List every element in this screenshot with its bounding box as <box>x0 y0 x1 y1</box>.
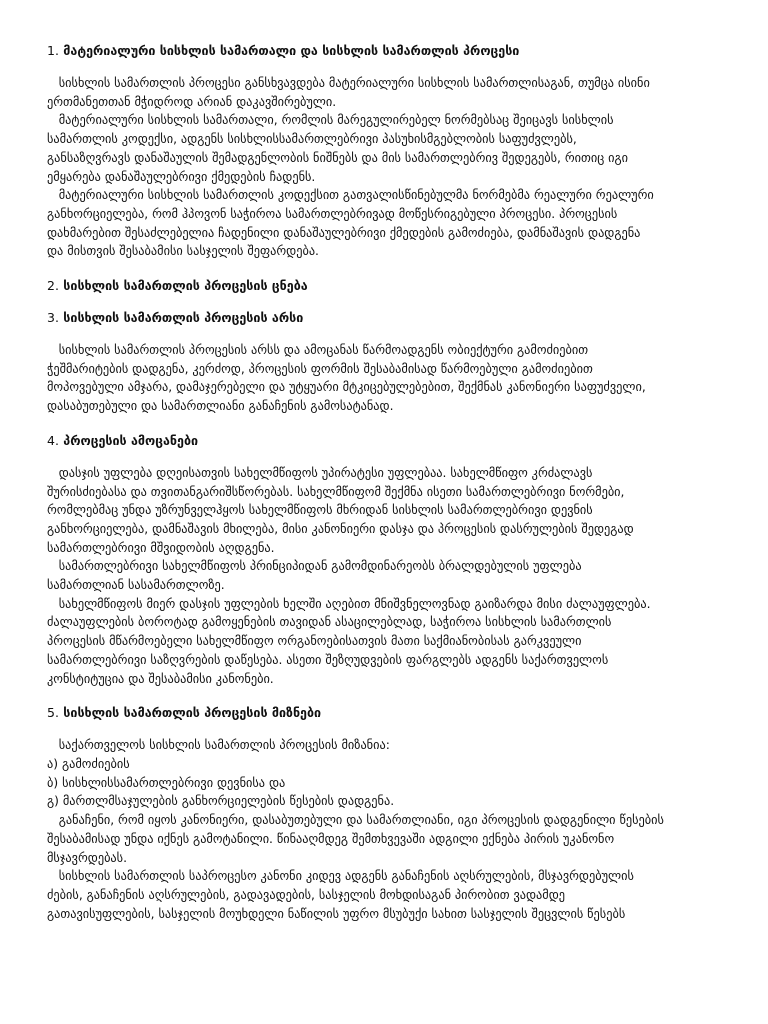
text-line: პროცესის მწარმოებელი სახელმწიფო ორგანოებისათვის მათი საქმიანობისას გარკვეული <box>47 634 582 649</box>
text-line: განსაზღვრავს დანაშაულის შემადგენლობის ნიშნებს და მის სამართლებრივ შედეგებს, რითიც იგი <box>47 150 629 165</box>
text-line: განხორციელება, რომ ჰპოვონ საჭიროა სამართლებრივად მოწესრიგებული პროცესი. პროცესის <box>47 206 618 221</box>
text-line: საქართველოს სისხლის სამართლის პროცესის მიზანია: <box>47 738 390 753</box>
text-line: მატერიალური სისხლის სამართალი, რომლის მარეგულირებელ ნორმებსაც შეიცავს სისხლის <box>47 113 614 128</box>
text-line: რომლებმაც უნდა უზრუნველჰყოს სახელმწიფოს მხრიდან სისხლის სამართლებრივი დევნის <box>47 503 593 518</box>
text-line: სამართლის კოდექსი, ადგენს სისხლისსამართლებრივი პასუხისმგებლობის საფუძვლებს, <box>47 132 577 147</box>
text-line: კონსტიტუცია და შესაბამისი კანონები. <box>47 671 274 686</box>
text-line: განაჩენი, რომ იყოს კანონიერი, დასაბუთებული და სამართლიანი, იგი პროცესის დადგენილი წესების <box>47 813 664 828</box>
section-title: მატერიალური სისხლის სამართალი და სისხლის სამართლის პროცესი <box>63 43 520 58</box>
section-heading-1 <box>47 42 719 60</box>
section-heading-4 <box>47 432 719 450</box>
text-line: შურისძიებასა და თვითანგარიშსწორებას. სახელმწიფომ შექმნა ისეთი სამართლებრივი ნორმები, <box>47 484 625 499</box>
section-number: 2. <box>47 278 59 294</box>
section-title: სისხლის სამართლის პროცესის არსი <box>63 310 304 326</box>
section-title: სისხლის სამართლის პროცესის მიზნები <box>63 705 322 721</box>
text-line: ჭეშმარიტების დადგენა, კერძოდ, პროცესის ფორმის შესაბამისად წარმოებული გამოძიებით <box>47 361 593 376</box>
section-title: პროცესის ამოცანები <box>63 432 199 448</box>
text-line: განხორციელება, დამნაშავის მხილება, მისი კანონიერი დასჯა და პროცესის დასრულების შედეგად <box>47 521 634 536</box>
section-number: 1. <box>47 43 59 58</box>
text-line: სამართლებრივი მშვიდობის აღდგენა. <box>47 540 275 555</box>
section-heading-5 <box>47 704 719 722</box>
text-line: სისხლის სამართლის პროცესის არსს და ამოცანას წარმოადგენს ობიექტური გამოძიებით <box>47 343 589 358</box>
document-page <box>47 36 719 939</box>
text-line: სამართლებრივი საზღვრების დაწესება. ასეთი შეზღუდვების ფარგლებს ადგენს საქართველოს <box>47 652 609 667</box>
text-line: მატერიალური სისხლის სამართლის კოდექსით გათვალისწინებულმა ნორმებმა რეალური რეალური <box>47 188 654 203</box>
section-title: სისხლის სამართლის პროცესის ცნება <box>63 278 308 294</box>
text-line: სისხლის სამართლის პროცესი განსხვავდება მატერიალური სისხლის სამართლისაგან, თუმცა ისინი <box>47 76 650 90</box>
list-item: ა) გამოძიების <box>47 756 130 771</box>
text-line: ძალაუფლების ბოროტად გამოყენების თავიდან ასაცილებლად, საჭიროა სისხლის სამართლის <box>47 615 612 630</box>
text-line: დასაბუთებული და სამართლიანი განაჩენის გამოსატანად. <box>47 399 394 414</box>
section-paragraph-1 <box>47 74 719 261</box>
section-number: 5. <box>47 705 59 721</box>
text-line: მოპოვებული ამჯარა, დამაჯერებელი და უტყუარი მტკიცებულებებით, შექმნას კანონიერი საფუძველი, <box>47 380 646 395</box>
text-line: სისხლის სამართლის საპროცესო კანონი კიდევ ადგენს განაჩენის აღსრულების, მსჯავრდებულის <box>47 869 634 884</box>
section-heading-2 <box>47 277 719 295</box>
text-line: სამართლებრივი სახელმწიფოს პრინციპიდან გამომდინარეობს ბრალდებულის უფლება <box>47 559 582 574</box>
list-item: ბ) სისხლისსამართლებრივი დევნისა და <box>47 775 286 790</box>
text-line: შესაბამისად უნდა იქნეს გამოტანილი. წინააღმდეგ შემთხვევაში ადგილი ექნება პირის უკანონო <box>47 831 615 846</box>
text-line: სამართლიან სასამართლოზე. <box>47 578 225 593</box>
text-line: სახელმწიფოს მიერ დასჯის უფლების ხელში აღებით მნიშვნელოვნად გაიზარდა მისი ძალაუფლება. <box>47 596 651 611</box>
section-paragraph-4 <box>47 464 719 688</box>
list-item: გ) მართლმსაჯულების განხორციელების წესების დადგენა. <box>47 794 395 809</box>
text-line: მსჯავრდებას. <box>47 850 128 865</box>
text-line: და მისთვის შესაბამისი სასჯელის შეფარდება. <box>47 244 319 259</box>
section-number: 4. <box>47 432 59 448</box>
section-number: 3. <box>47 310 59 326</box>
text-line: დასჯის უფლება დღეისათვის სახელმწიფოს უპირატესი უფლებაა. სახელმწიფო კრძალავს <box>47 465 593 480</box>
section-paragraph-5 <box>47 736 719 923</box>
text-line: გათავისუფლების, სასჯელის მოუხდელი ნაწილის უფრო მსუბუქი სახით სასჯელის შეცვლის წესებს <box>47 906 626 921</box>
text-line: ემყარება დანაშაულებრივი ქმედების ჩადენს. <box>47 169 316 184</box>
section-paragraph-3 <box>47 341 719 416</box>
text-line: დახმარებით შესაძლებელია ჩადენილი დანაშაულებრივი ქმედების გამოძიება, დამნაშავის დადგენა <box>47 225 641 240</box>
text-line: ძების, განაჩენის აღსრულების, გადავადების, სასჯელის მოხდისაგან პირობით ვადამდე <box>47 887 566 902</box>
section-heading-3 <box>47 309 719 327</box>
text-line: ერთმანეთთან მჭიდროდ არიან დაკავშირებული. <box>47 94 337 109</box>
